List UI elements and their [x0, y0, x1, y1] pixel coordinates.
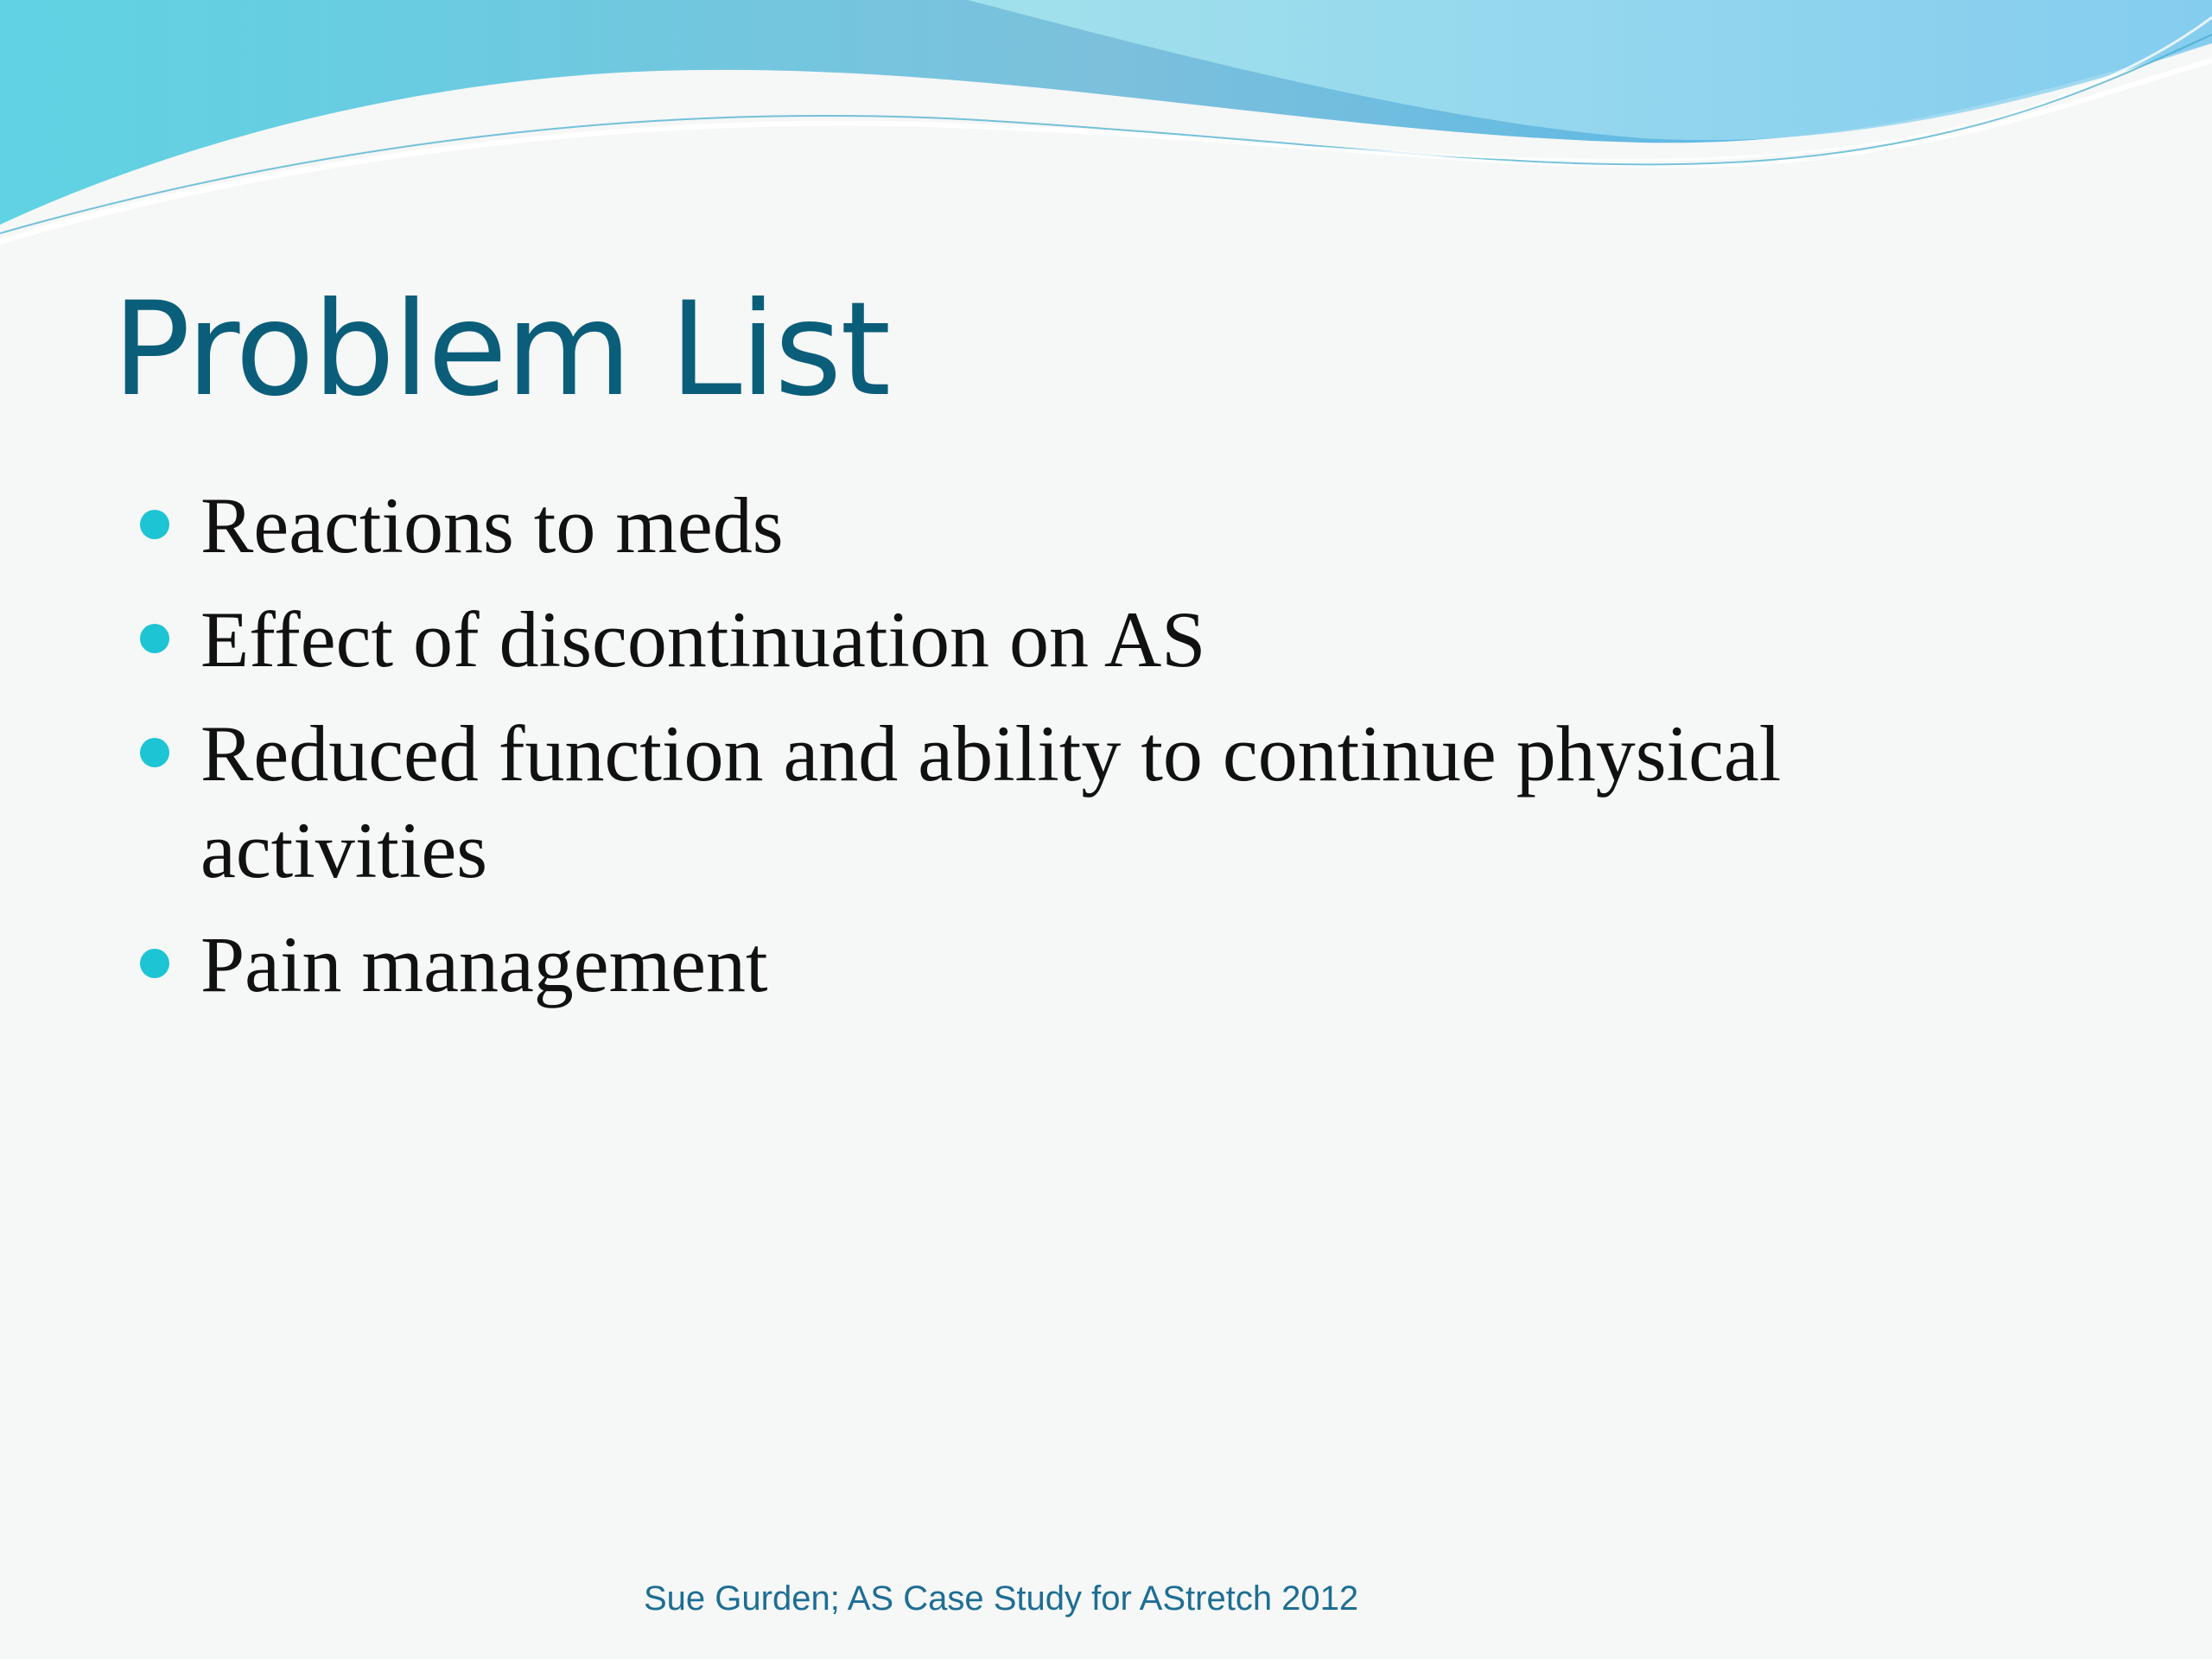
- list-item: [138, 705, 2082, 899]
- slide-footer: Sue Gurden; AS Case Study for AStretch 2012: [644, 1580, 1359, 1618]
- bullet-icon: [140, 949, 169, 978]
- decorative-wave-header: [0, 0, 2212, 259]
- bullet-icon: [140, 624, 169, 653]
- list-item: [138, 916, 2082, 1013]
- list-item: [138, 477, 2082, 574]
- bullet-list: [138, 477, 2082, 1030]
- slide-title: Problem List: [112, 275, 890, 425]
- bullet-icon: [140, 510, 169, 539]
- bullet-text: Pain management: [200, 920, 768, 1008]
- bullet-icon: [140, 738, 169, 767]
- bullet-text: Reactions to meds: [200, 481, 784, 569]
- list-item: [138, 591, 2082, 688]
- bullet-text: Effect of discontinuation on AS: [200, 595, 1206, 683]
- bullet-text: Reduced function and ability to continue physical activities: [200, 709, 1782, 894]
